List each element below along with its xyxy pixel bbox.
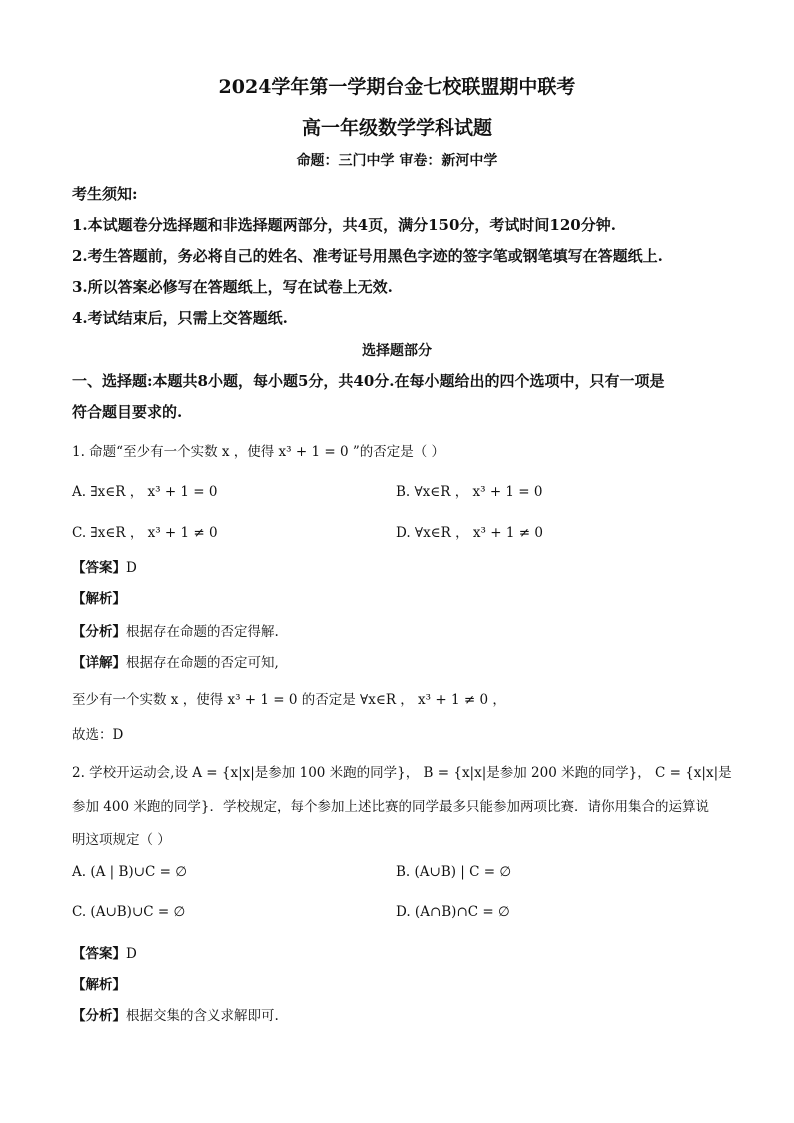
q1-answer-value: D xyxy=(126,560,137,576)
q1-choose: 故选：D xyxy=(72,727,124,743)
q2-fenxi-text: 根据交集的含义求解即可. xyxy=(126,1008,279,1024)
q1-xiangjie-tag: 【详解】 xyxy=(72,655,126,671)
q2-answer xyxy=(72,942,137,962)
q2-option-b: B. (A∪B) | C = ∅ xyxy=(396,864,512,880)
q1-option-d: D. ∀x∈R ， x³ + 1 ≠ 0 xyxy=(396,525,543,541)
q2-answer-tag: 【答案】 xyxy=(72,946,126,962)
q1-fenxi-text: 根据存在命题的否定得解. xyxy=(126,624,279,640)
q2-option-a: A. (A | B)∪C = ∅ xyxy=(72,864,187,880)
part1-instructions-line1: 一、选择题:本题共8小题，每小题5分，共40分.在每小题给出的四个选项中，只有一项是 xyxy=(72,372,665,390)
q1-option-a: A. ∃x∈R ， x³ + 1 = 0 xyxy=(72,484,218,500)
notice-item-2: 2.考生答题前，务必将自己的姓名、准考证号用黑色字迹的签字笔或钢笔填写在答题纸上. xyxy=(72,247,663,265)
notice-item-1: 1.本试题卷分选择题和非选择题两部分，共4页，满分150分，考试时间120分钟. xyxy=(72,216,616,234)
q1-analysis-tag: 【解析】 xyxy=(72,591,126,607)
notice-heading: 考生须知: xyxy=(72,185,138,203)
section-title: 选择题部分 xyxy=(362,343,432,359)
q2-fenxi xyxy=(72,1004,279,1024)
q1-option-c: C. ∃x∈R ， x³ + 1 ≠ 0 xyxy=(72,525,218,541)
q2-stem-line1: 2. 学校开运动会,设 A = {x|x|是参加 100 米跑的同学}， B = {x|x|是参加 200 米跑的同学}， C = {x|x|是 xyxy=(72,765,732,781)
q2-stem-line3: 明这项规定（ ） xyxy=(72,832,171,848)
part1-instructions-line2: 符合题目要求的. xyxy=(72,403,183,421)
notice-item-3: 3.所以答案必修写在答题纸上，写在试卷上无效. xyxy=(72,278,393,296)
q1-xiangjie xyxy=(72,651,279,671)
exam-subtitle: 高一年级数学学科试题 xyxy=(301,117,492,139)
q1-answer-tag: 【答案】 xyxy=(72,560,126,576)
q2-stem-line2: 参加 400 米跑的同学}．学校规定，每个参加上述比赛的同学最多只能参加两项比赛．请你用集合的运算说 xyxy=(72,799,709,815)
q1-detail: 至少有一个实数 x ，使得 x³ + 1 = 0 的否定是 ∀x∈R ， x³ + 1 ≠ 0 ， xyxy=(72,692,506,708)
q2-answer-value: D xyxy=(126,946,137,962)
q2-option-d: D. (A∩B)∩C = ∅ xyxy=(396,904,510,920)
q2-option-c: C. (A∪B)∪C = ∅ xyxy=(72,904,186,920)
q1-fenxi-tag: 【分析】 xyxy=(72,624,126,640)
exam-authors: 命题：三门中学 审卷：新河中学 xyxy=(296,153,498,169)
q1-stem: 1. 命题“至少有一个实数 x ，使得 x³ + 1 = 0 ”的否定是（ ） xyxy=(72,444,446,460)
q2-fenxi-tag: 【分析】 xyxy=(72,1008,126,1024)
q1-fenxi xyxy=(72,620,279,640)
q2-analysis-tag: 【解析】 xyxy=(72,977,126,993)
q1-option-b: B. ∀x∈R ， x³ + 1 = 0 xyxy=(396,484,543,500)
q1-answer xyxy=(72,556,137,576)
q1-xiangjie-text: 根据存在命题的否定可知, xyxy=(126,655,279,671)
exam-title: 2024学年第一学期台金七校联盟期中联考 xyxy=(218,76,576,98)
notice-item-4: 4.考试结束后，只需上交答题纸. xyxy=(72,309,288,327)
